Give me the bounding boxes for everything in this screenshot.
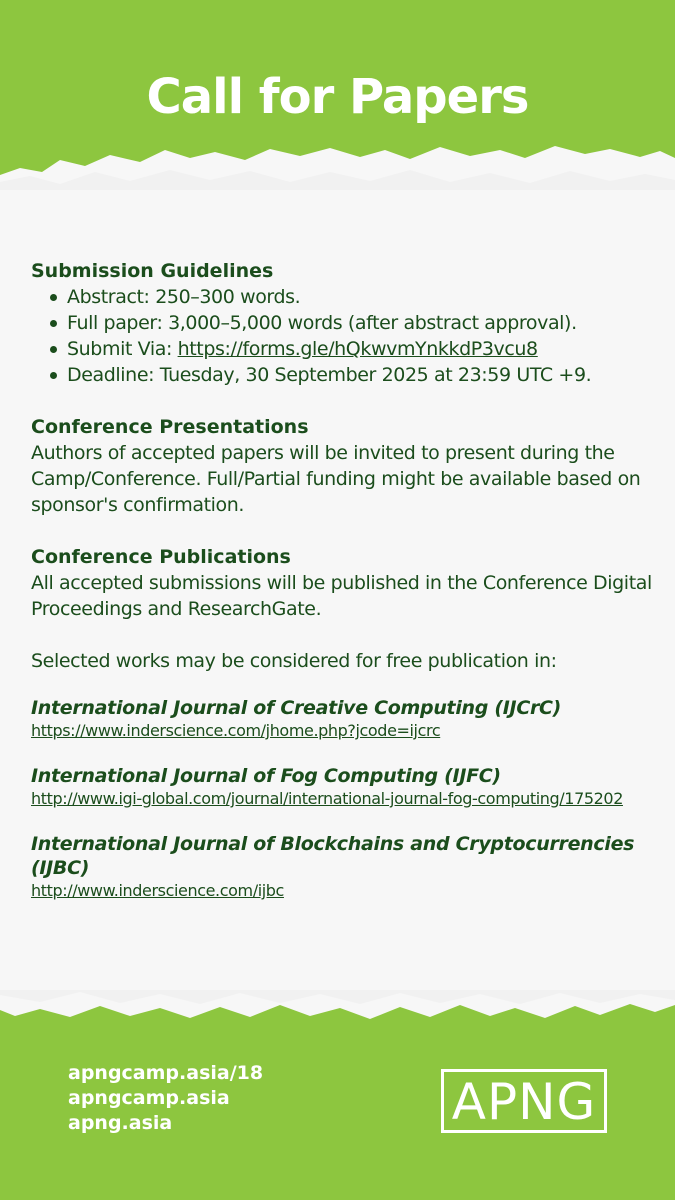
main-content xyxy=(31,258,656,902)
journal-name: International Journal of Creative Computing (IJCrC) xyxy=(31,697,562,719)
journal-name: International Journal of Blockchains and Cryptocurrencies (IJBC) xyxy=(31,833,635,879)
list-item-submit xyxy=(67,336,656,362)
submission-heading: Submission Guidelines xyxy=(31,260,274,282)
submission-list xyxy=(31,284,656,388)
journal-link[interactable]: http://www.inderscience.com/ijbc xyxy=(31,881,284,900)
page-title: Call for Papers xyxy=(146,69,529,125)
list-item: Abstract: 250–300 words. xyxy=(67,284,656,310)
journal-link[interactable]: http://www.igi-global.com/journal/international-journal-fog-computing/175202 xyxy=(31,789,623,808)
publications-heading: Conference Publications xyxy=(31,546,291,568)
apng-logo xyxy=(441,1069,607,1133)
submit-link[interactable]: https://forms.gle/hQkwvmYnkkdP3vcu8 xyxy=(177,338,538,360)
footer-link[interactable]: apngcamp.asia/18 xyxy=(68,1062,264,1084)
publications-body: All accepted submissions will be published in the Conference Digital Proceedings and ResearchGate. xyxy=(31,572,652,620)
list-item: Deadline: Tuesday, 30 September 2025 at 23:59 UTC +9. xyxy=(67,362,656,388)
submit-prefix: Submit Via: xyxy=(67,338,178,360)
presentations-body: Authors of accepted papers will be invited to present during the Camp/Conference. Full/Partial funding might be available based on sponsor's confirmation. xyxy=(31,442,641,516)
list-item: Full paper: 3,000–5,000 words (after abstract approval). xyxy=(67,310,656,336)
journal-name: International Journal of Fog Computing (IJFC) xyxy=(31,765,501,787)
selected-intro: Selected works may be considered for free publication in: xyxy=(31,650,557,672)
footer-links xyxy=(68,1061,263,1136)
journal-link[interactable]: https://www.inderscience.com/jhome.php?jcode=ijcrc xyxy=(31,721,441,740)
logo-text: APNG xyxy=(451,1073,597,1131)
footer-link[interactable]: apngcamp.asia xyxy=(68,1087,230,1109)
presentations-heading: Conference Presentations xyxy=(31,416,309,438)
footer-link[interactable]: apng.asia xyxy=(68,1112,173,1134)
